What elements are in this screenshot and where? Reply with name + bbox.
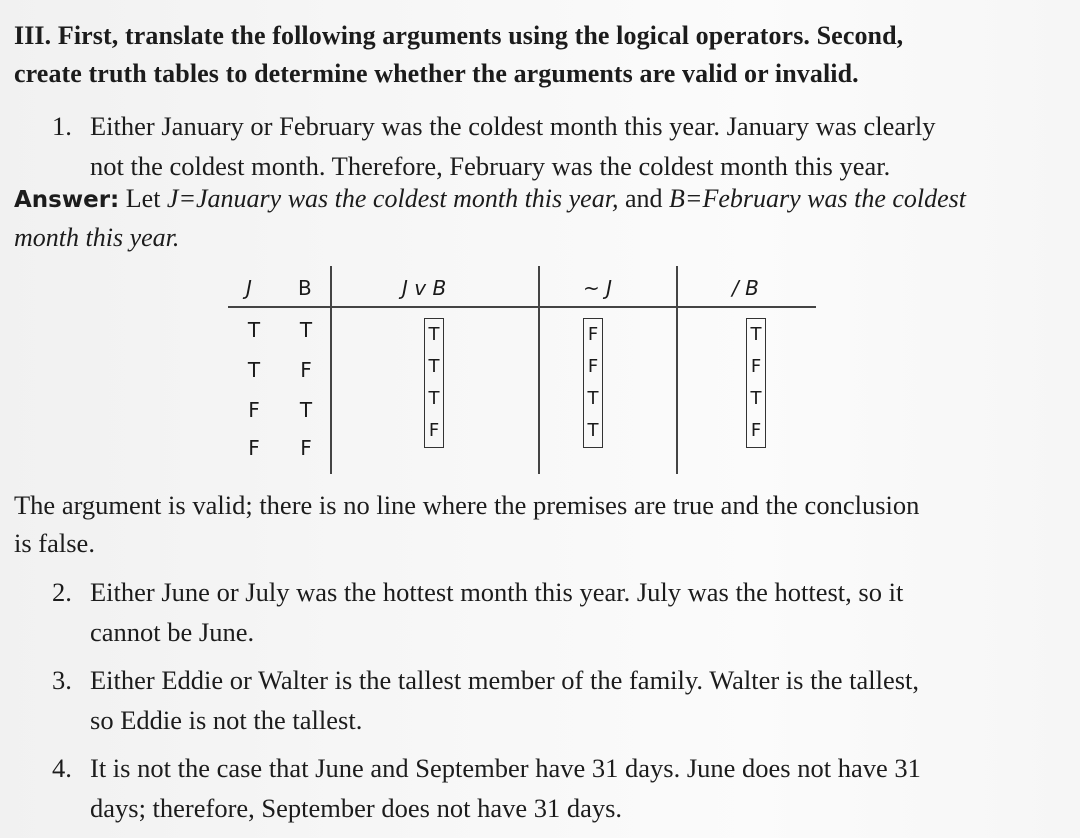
not-j-cell: F [587,324,599,345]
section-heading [14,17,1064,93]
answer-text-b: and [618,184,670,213]
not-j-cell: T [587,388,599,409]
not-j-cell: F [587,356,599,377]
j-or-b-column [424,318,444,448]
conclusion [14,486,1064,562]
argument-4 [52,748,1062,828]
header-rule [228,306,816,308]
argument-1 [52,106,1062,186]
argument-3-line-2: so Eddie is not the tallest. [90,705,363,735]
header-j-or-b: J v B [402,276,447,300]
conclusion-line-2: is false. [14,528,95,558]
argument-4-line-2: days; therefore, September does not have 31 days. [90,793,623,823]
j-or-b-cell: F [428,420,440,441]
answer-def-b-2: month this year. [14,223,180,252]
argument-1-line-1: Either January or February was the coldest month this year. January was clearly [90,111,936,141]
argument-4-number: 4. [52,753,72,783]
answer-text-a: Let [119,184,167,213]
truth-table [228,266,818,476]
argument-3-line-1: Either Eddie or Walter is the tallest member of the family. Walter is the tallest, [90,665,920,695]
column-divider-1 [330,266,332,474]
therefore-b-cell: F [750,420,762,441]
therefore-b-cell: T [750,324,762,345]
b-cell: F [300,358,312,382]
heading-line-1: III. First, translate the following arguments using the logical operators. Second, [14,21,904,50]
b-cell: T [299,398,313,422]
argument-2-line-1: Either June or July was the hottest month this year. July was the hottest, so it [90,577,904,607]
not-j-column [583,318,603,448]
argument-4-line-1: It is not the case that June and September have 31 days. June does not have 31 [90,753,921,783]
j-cell: T [247,318,261,342]
j-cell: T [247,358,261,382]
answer-def-b-1: B=February was the coldest [669,184,967,213]
therefore-b-cell: T [750,388,762,409]
j-cell: F [248,436,260,460]
conclusion-line-1: The argument is valid; there is no line where the premises are true and the conclusion [14,490,920,520]
not-j-cell: T [587,420,599,441]
argument-1-number: 1. [52,111,72,141]
j-or-b-cell: T [428,388,440,409]
j-cell: F [248,398,260,422]
therefore-b-column [746,318,766,448]
header-not-j: ~ J [583,276,613,300]
header-b: B [298,276,312,300]
header-j: J [246,276,252,300]
therefore-b-cell: F [750,356,762,377]
header-therefore-b: / B [732,276,759,300]
argument-2-number: 2. [52,577,72,607]
argument-2 [52,572,1062,652]
j-or-b-cell: T [428,324,440,345]
answer-label: Answer: [14,187,120,213]
answer-def-j: J=January was the coldest month this year, [166,184,619,213]
argument-3 [52,660,1062,740]
answer-block [14,180,1064,256]
j-or-b-cell: T [428,356,440,377]
argument-3-number: 3. [52,665,72,695]
column-divider-3 [676,266,678,474]
b-cell: T [299,318,313,342]
b-cell: F [300,436,312,460]
argument-1-line-2: not the coldest month. Therefore, February was the coldest month this year. [90,151,891,181]
heading-line-2: create truth tables to determine whether the arguments are valid or invalid. [14,59,859,88]
argument-2-line-2: cannot be June. [90,617,255,647]
column-divider-2 [538,266,540,474]
